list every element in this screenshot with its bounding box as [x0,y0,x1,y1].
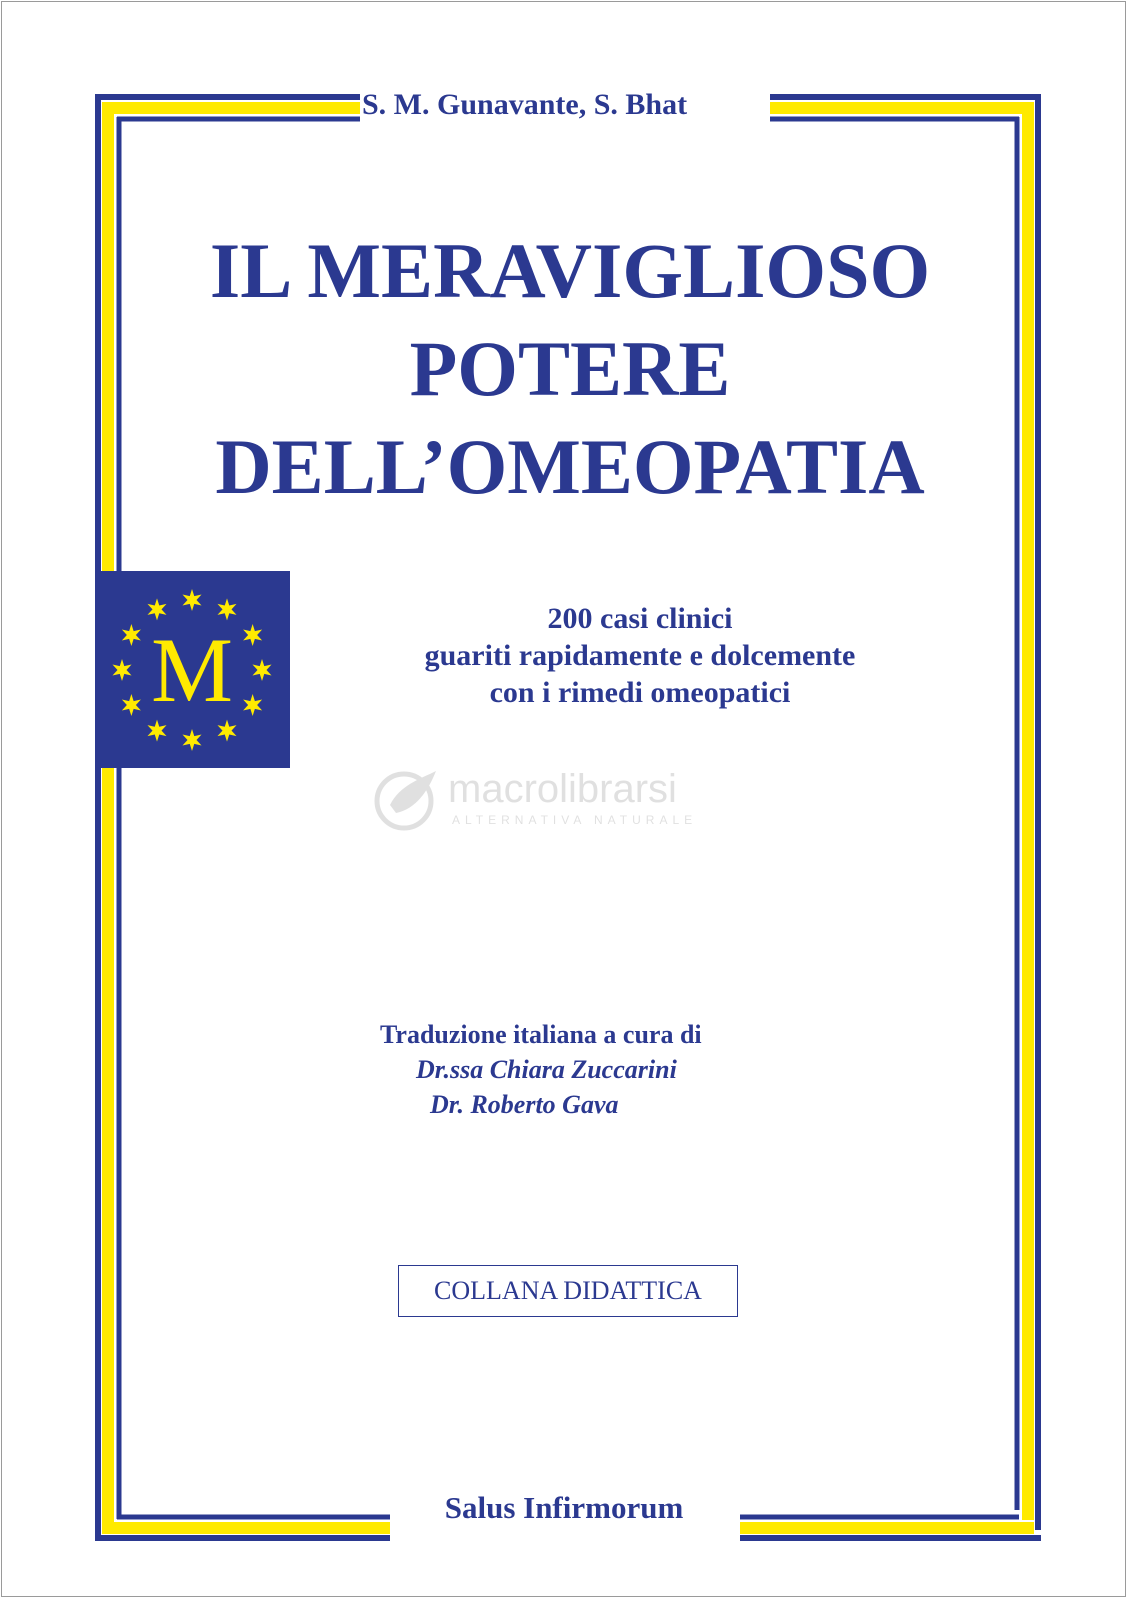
subtitle-line-1: 200 casi clinici [547,602,733,635]
publisher-logo [95,571,290,768]
translator-1: Dr.ssa Chiara Zuccarini [416,1055,677,1084]
translation-intro: Traduzione italiana a cura di [380,1020,702,1049]
publisher-name: Salus Infirmorum [444,1490,684,1525]
title-line-3: DELL’OMEOPATIA [215,423,925,510]
book-title [130,222,1010,516]
frame-bottom-left [95,768,390,1541]
logo-letter: M [151,619,233,721]
subtitle [340,600,940,711]
subtitle-line-3: con i rimedi omeopatici [489,676,791,709]
title-line-1: IL MERAVIGLIOSO [209,227,931,314]
translation-credits [380,1017,880,1122]
leaf-icon [370,765,446,833]
watermark-tagline: ALTERNATIVA NATURALE [452,813,698,827]
logo-graphic [95,571,290,768]
title-line-2: POTERE [409,325,731,412]
watermark [370,765,770,835]
author-names: S. M. Gunavante, S. Bhat [362,88,688,121]
translator-2: Dr. Roberto Gava [430,1090,619,1119]
frame-bottom-right [740,1517,1041,1538]
series-label: COLLANA DIDATTICA [398,1265,738,1317]
watermark-name: macrolibrarsi [448,767,677,811]
subtitle-line-2: guariti rapidamente e dolcemente [424,639,856,672]
